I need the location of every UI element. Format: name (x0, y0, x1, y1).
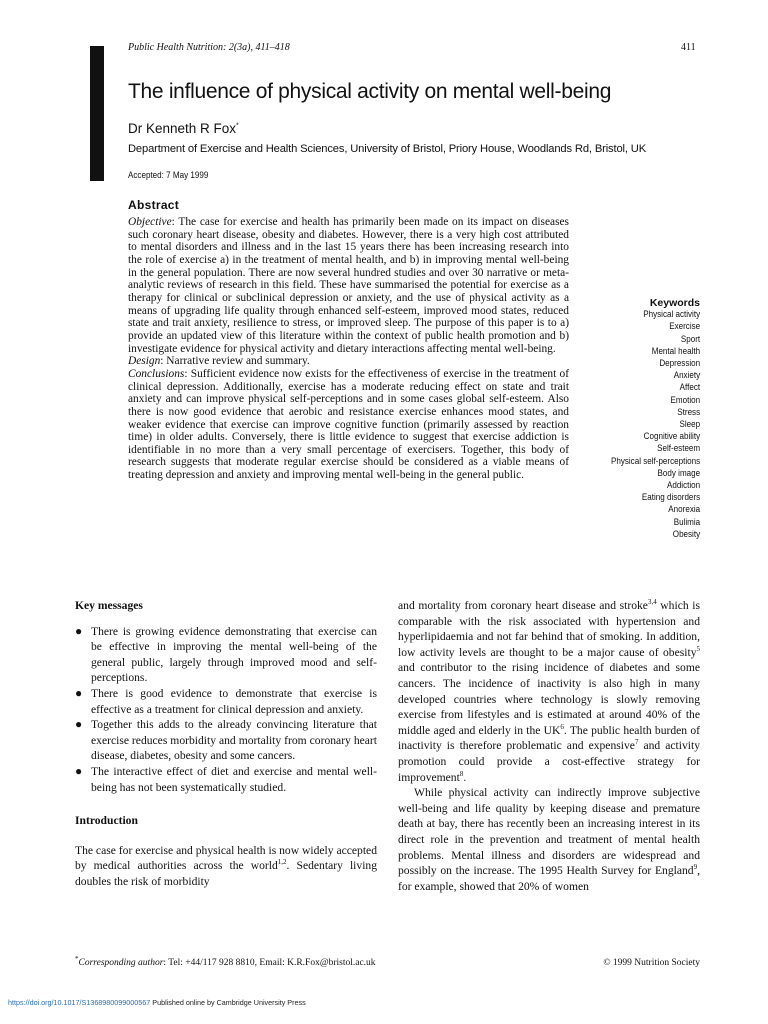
list-item: ● Together this adds to the already convincing literature that exercise reduces morbidity and mortality from coronary heart disease, diabetes, obesity and some cancers. (75, 717, 377, 763)
affiliation: Department of Exercise and Health Sciences, University of Bristol, Priory House, Woodlands Rd, Bristol, UK (128, 143, 647, 155)
key-messages-list (75, 624, 377, 796)
bullet-icon: ● (75, 685, 83, 700)
accepted-date: Accepted: 7 May 1999 (128, 170, 209, 181)
citation-ref: 5 (696, 644, 700, 653)
keyword: Bulimia (673, 516, 700, 528)
journal-citation: Public Health Nutrition: 2(3a), 411–418 (128, 42, 290, 53)
keyword: Physical self-perceptions (610, 455, 700, 467)
article-title: The influence of physical activity on mental well-being (128, 80, 612, 103)
conclusions-text: : Sufficient evidence now exists for the effectiveness of exercise in the treatment of clinical depression. Additionally, exercise has a moderate reducing effect on state and trait anxiety and can improve physical self-perceptions and in some cases global self-esteem. Also there is now good evidence that aerobic and resistance exercise enhances mood states, and weaker evidence that exercise can improve cognitive function (primarily assessed by reaction time) in older adults. Conversely, there is little evidence to suggest that exercise addiction is identifiable in no more than a very small percentage of exercisers. Together, this body of research suggests that moderate regular exercise should be considered as a viable means of treating depression and anxiety and improving mental well-being in the general public. (128, 367, 569, 482)
keyword: Exercise (669, 321, 700, 333)
list-item: ● There is growing evidence demonstrating that exercise can be effective in improving the mental well-being of the general public, largely through improved mood and self-perceptions. (75, 623, 377, 685)
intro-paragraph-1-cont: and mortality from coronary heart disease and stroke$^{3,4}$ which is comparable with the risk associated with hypertension and hyperlipidaemia and not far behind that of smoking. In addition, low activity levels are thought to be a major cause of obesity$^5$ and contributor to the rising incidence of diabetes and some cancers. The incidence of inactivity is also high in many developed countries where technology is slowly removing exercise from lifestyles and is estimated at around 40% of the middle aged and elderly in the $UK^6$. The public health burden of inactivity is therefore problematic and expensive$^7$ and activity promotion could provide a cost-effective strategy for improvement$^8$. (398, 598, 700, 784)
keyword: Mental health (651, 345, 700, 357)
keyword: Cognitive ability (643, 431, 700, 443)
keyword: Eating disorders (641, 492, 700, 504)
author-mark: * (236, 122, 239, 130)
bullet-icon: ● (75, 763, 83, 778)
citation-ref: 6 (560, 722, 564, 731)
keyword: Affect (679, 382, 700, 394)
left-column (75, 598, 377, 890)
keyword: Sleep (679, 419, 700, 431)
keywords-heading: Keywords (649, 297, 700, 309)
bullet-icon: ● (75, 623, 83, 638)
citation-ref: 1,2 (277, 858, 287, 867)
keyword: Anorexia (668, 504, 700, 516)
keyword: Stress (677, 406, 700, 418)
author-line (128, 121, 239, 136)
sidebar-bar (90, 46, 104, 181)
keyword: Depression (659, 358, 700, 370)
citation-ref: 8 (459, 769, 464, 778)
abstract-body (128, 216, 569, 482)
list-item: ● The interactive effect of diet and exercise and mental well-being has not been systematically studied. (75, 763, 377, 794)
keyword: Emotion (670, 394, 700, 406)
keyword: Self-esteem (657, 443, 700, 455)
intro-paragraph-1-start: The case for exercise and physical health is now widely accepted by medical authorities across the world$^{1,2}$. Sedentary living doubles the risk of morbidity (75, 843, 378, 888)
citation-ref: 7 (634, 738, 639, 747)
abstract-conclusions (128, 368, 569, 482)
abstract-objective (128, 216, 569, 355)
footnote-label: Corresponding author (78, 958, 164, 968)
intro-paragraph-2: While physical activity can indirectly improve subjective well-being and life quality by keeping disease and premature death at bay, there has recently been an increasing interest in its direct role in the prevention and treatment of mental health problems. Mental illness and disorders are widespread and possibly on the increase. The 1995 Health Survey for England$^9$, for example, showed that 20% of women (398, 786, 700, 893)
keywords-panel (594, 297, 700, 541)
page-number: 411 (681, 42, 696, 53)
abstract-heading: Abstract (128, 198, 180, 212)
keyword: Anxiety (673, 370, 700, 382)
introduction-heading: Introduction (75, 814, 138, 828)
citation-ref: 9 (693, 863, 698, 872)
bullet-icon: ● (75, 717, 83, 732)
list-item: ● There is good evidence to demonstrate that exercise is effective as a treatment for clinical depression and anxiety. (75, 685, 377, 716)
author-name: Dr Kenneth R Fox (128, 121, 237, 136)
doi-link[interactable]: https://doi.org/10.1017/S1368980099000567 (8, 998, 151, 1007)
citation-ref: 3,4 (647, 598, 657, 607)
page-footer (8, 998, 306, 1007)
abstract-design (128, 355, 569, 368)
keyword: Sport (680, 333, 700, 345)
design-text: : Narrative review and summary. (160, 355, 310, 368)
published-note: Published online by Cambridge University Press (150, 998, 306, 1007)
keyword: Physical activity (643, 309, 700, 321)
objective-text: : The case for exercise and health has primarily been made on its impact on diseases such coronary heart disease, obesity and diabetes. However, there is a very high cost attributed to mental disorders and illness and in the last 15 years there has been increasing research into the role of exercise a) in the treatment of mental health, and b) in improving mental well-being in the general population. There are now several hundred studies and over 30 narrative or meta-analytic reviews of research in this field. These have summarised the potential for exercise as a therapy for clinical or subclinical depression or anxiety, and the use of physical activity as a means of upgrading life quality through enhanced self-esteem, improved mood states, reduced state and trait anxiety, resilience to stress, or improved sleep. The purpose of this paper is to a) provide an updated view of this literature within the context of public health promotion and b) investigate evidence for physical activity and dietary interactions affecting mental well-being. (128, 216, 569, 355)
footnote-text: : Tel: +44/117 928 8810, Email: K.R.Fox@bristol.ac.uk (163, 958, 376, 968)
design-label: Design (128, 355, 161, 368)
right-column (398, 598, 700, 894)
copyright-notice: © 1999 Nutrition Society (603, 958, 700, 968)
footnote-mark: * (75, 954, 79, 963)
objective-label: Objective (128, 216, 172, 228)
conclusions-label: Conclusions (128, 367, 185, 380)
keyword: Body image (657, 467, 700, 479)
key-messages-heading: Key messages (75, 599, 143, 612)
corresponding-author-footnote (75, 954, 376, 968)
keyword: Addiction (666, 480, 700, 492)
keyword: Obesity (672, 528, 700, 540)
